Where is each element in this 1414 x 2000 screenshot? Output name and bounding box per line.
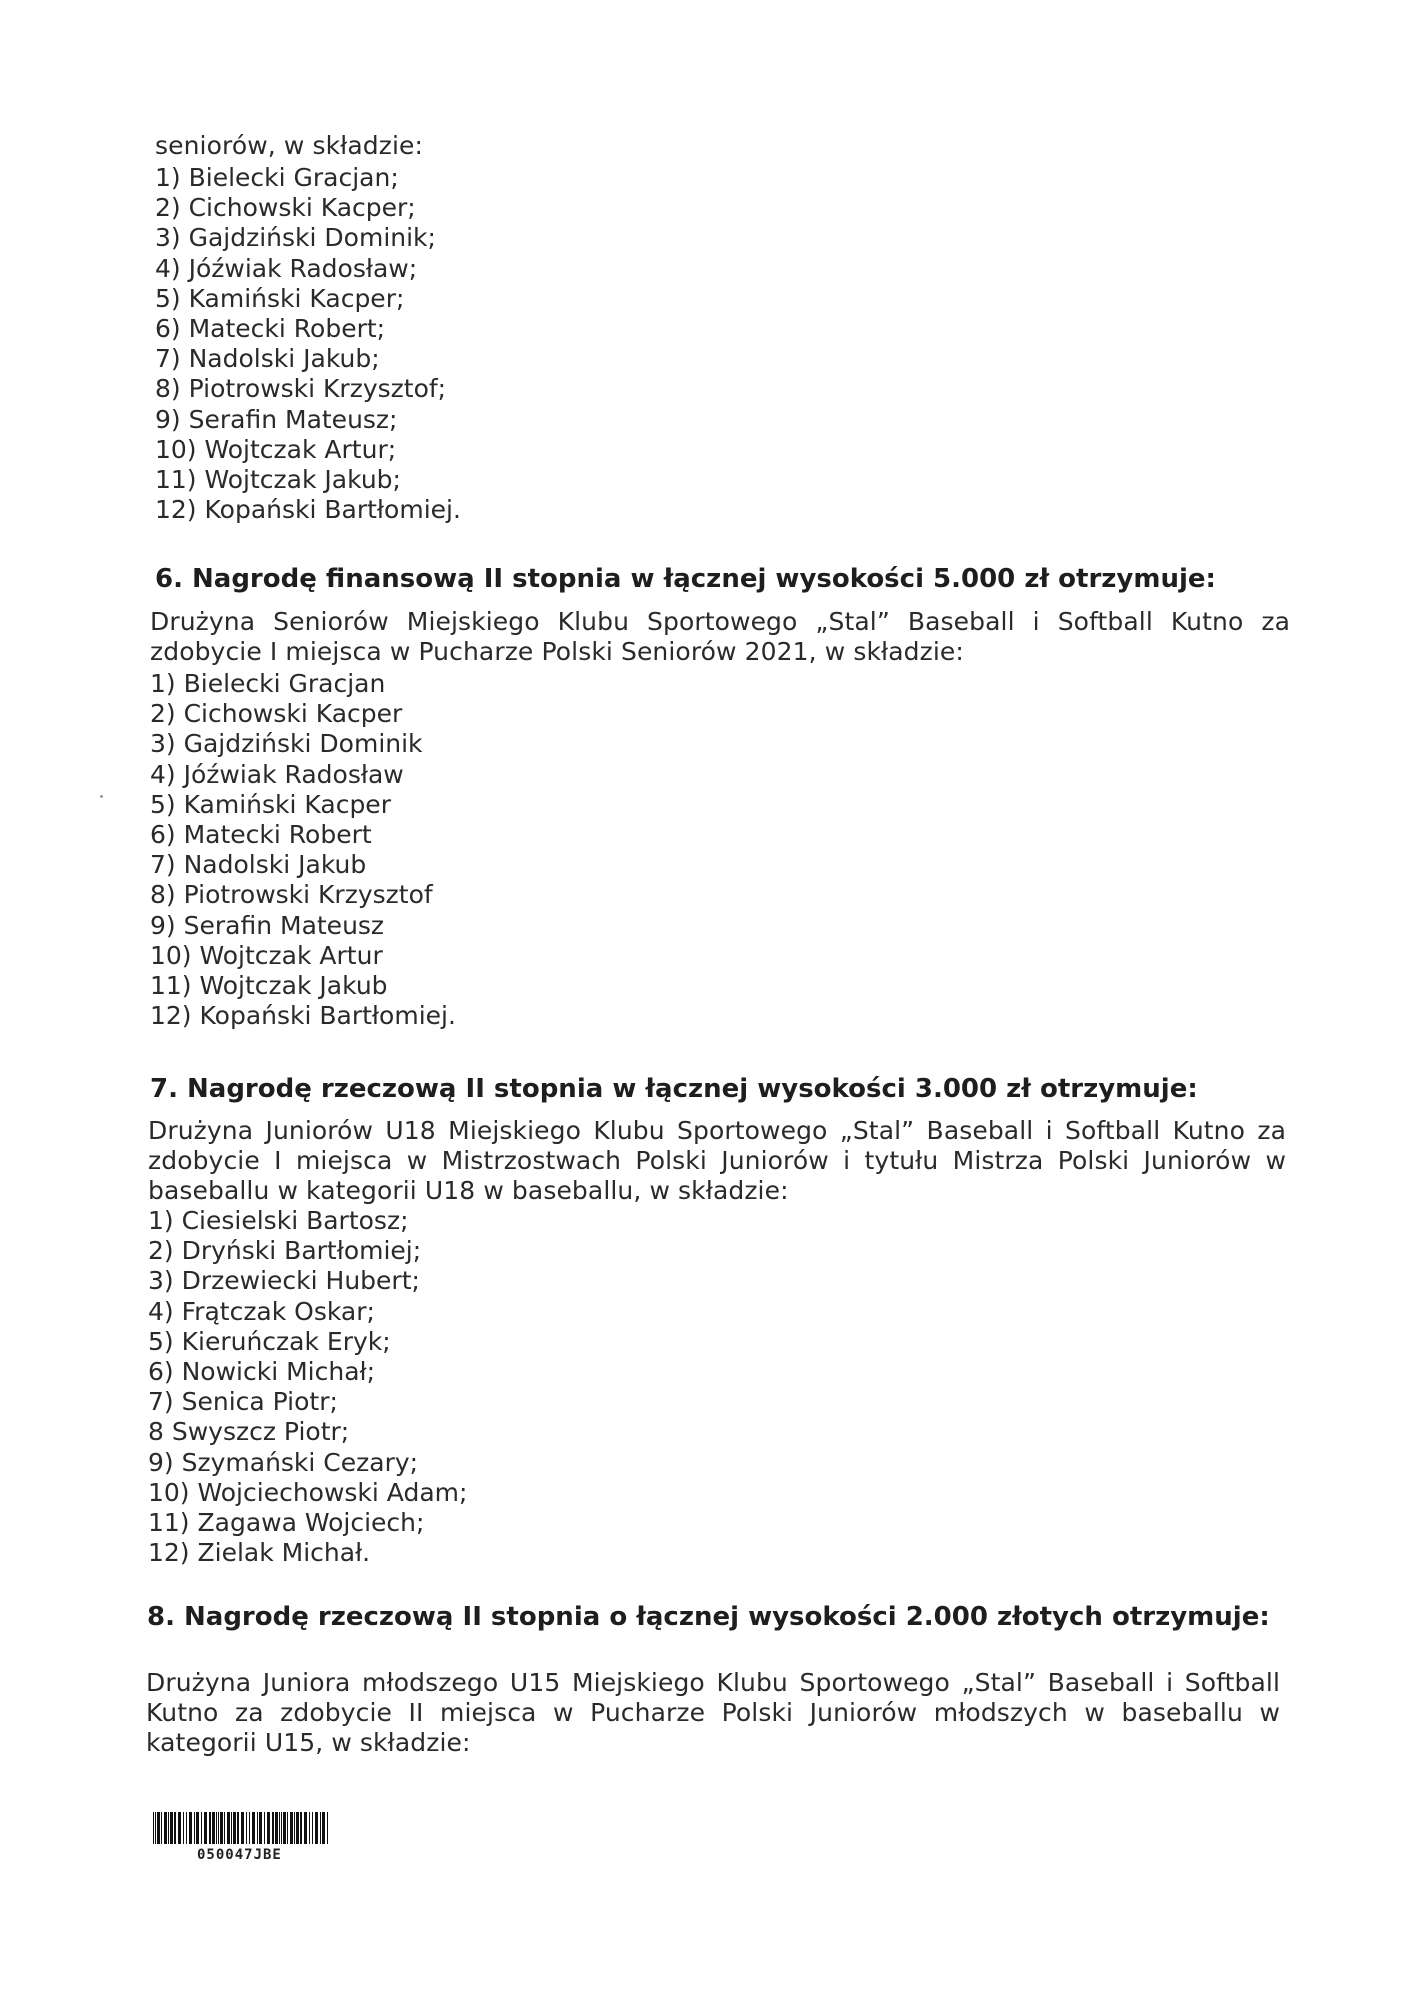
- list-item: 1) Bielecki Gracjan;: [155, 163, 399, 192]
- list-item: 7) Senica Piotr;: [148, 1387, 338, 1417]
- list-item: 12) Zielak Michał.: [148, 1538, 371, 1568]
- list-item: 10) Wojciechowski Adam;: [148, 1477, 468, 1507]
- list-item: 4) Jóźwiak Radosław;: [155, 253, 418, 283]
- list-item: 5) Kamiński Kacper: [150, 789, 391, 819]
- list-item: 3) Drzewiecki Hubert;: [148, 1266, 420, 1296]
- section-7-heading: 7. Nagrodę rzeczową II stopnia w łącznej wysokości 3.000 zł otrzymuje:: [150, 1074, 1198, 1104]
- barcode-graphic: [153, 1812, 328, 1844]
- list-item: 7) Nadolski Jakub;: [155, 344, 380, 374]
- list-item: 6) Matecki Robert: [150, 820, 372, 850]
- list-item: 4) Frątczak Oskar;: [148, 1296, 375, 1326]
- list-item: 8 Swyszcz Piotr;: [148, 1417, 350, 1447]
- section-7-member-list: [148, 1206, 467, 1568]
- list-item: 11) Wojtczak Jakub: [150, 971, 388, 1001]
- list-item: 3) Gajdziński Dominik;: [155, 223, 436, 253]
- list-item: 12) Kopański Bartłomiej.: [155, 495, 461, 525]
- list-item: 10) Wojtczak Artur;: [155, 434, 397, 464]
- barcode-number: 050047JBE: [197, 1847, 282, 1863]
- section-6-description: Drużyna Seniorów Miejskiego Klubu Sportowego „Stal” Baseball i Softball Kutno za zdobycie I miejsca w Pucharze Polski Seniorów 2021, w składzie:: [150, 607, 1290, 666]
- section-7-description: Drużyna Juniorów U18 Miejskiego Klubu Sportowego „Stal” Baseball i Softball Kutno za zdobycie I miejsca w Mistrzostwach Polski Juniorów i tytułu Mistrza Polski Juniorów w baseballu w kategorii U18 w baseballu, w składzie:: [148, 1116, 1286, 1205]
- section-8-description: Drużyna Juniora młodszego U15 Miejskiego Klubu Sportowego „Stal” Baseball i Softball Kutno za zdobycie II miejsca w Pucharze Polski Juniorów młodszych w baseballu w kategorii U15, w składzie:: [146, 1668, 1280, 1757]
- list-item: 2) Cichowski Kacper;: [155, 193, 416, 223]
- list-item: 6) Nowicki Michał;: [148, 1357, 376, 1387]
- list-item: 1) Bielecki Gracjan: [150, 669, 386, 698]
- list-item: 1) Ciesielski Bartosz;: [148, 1206, 409, 1235]
- list-item: 8) Piotrowski Krzysztof;: [155, 374, 447, 404]
- list-item: 9) Szymański Cezary;: [148, 1447, 419, 1477]
- list-item: 5) Kieruńczak Eryk;: [148, 1326, 391, 1356]
- list-item: 12) Kopański Bartłomiej.: [150, 1001, 456, 1031]
- list-item: 11) Zagawa Wojciech;: [148, 1508, 425, 1538]
- section-6-heading: 6. Nagrodę finansową II stopnia w łącznej wysokości 5.000 zł otrzymuje:: [155, 564, 1216, 594]
- list-item: 2) Cichowski Kacper: [150, 699, 403, 729]
- list-item: 9) Serafin Mateusz: [150, 910, 385, 940]
- list-item: 9) Serafin Mateusz;: [155, 404, 398, 434]
- section-6-member-list: [150, 669, 456, 1031]
- list-item: 10) Wojtczak Artur: [150, 940, 383, 970]
- intro-text: seniorów, w składzie:: [155, 131, 424, 160]
- list-item: 3) Gajdziński Dominik: [150, 729, 423, 759]
- list-item: 8) Piotrowski Krzysztof: [150, 880, 433, 910]
- list-item: 2) Dryński Bartłomiej;: [148, 1236, 422, 1266]
- section-8-heading: 8. Nagrodę rzeczową II stopnia o łącznej wysokości 2.000 złotych otrzymuje:: [147, 1602, 1270, 1632]
- list-item: 5) Kamiński Kacper;: [155, 283, 405, 313]
- list-item: 7) Nadolski Jakub: [150, 850, 367, 880]
- intro-member-list: [155, 163, 461, 525]
- list-item: 4) Jóźwiak Radosław: [150, 759, 404, 789]
- list-item: 11) Wojtczak Jakub;: [155, 465, 401, 495]
- scan-speck: [100, 795, 103, 798]
- list-item: 6) Matecki Robert;: [155, 314, 386, 344]
